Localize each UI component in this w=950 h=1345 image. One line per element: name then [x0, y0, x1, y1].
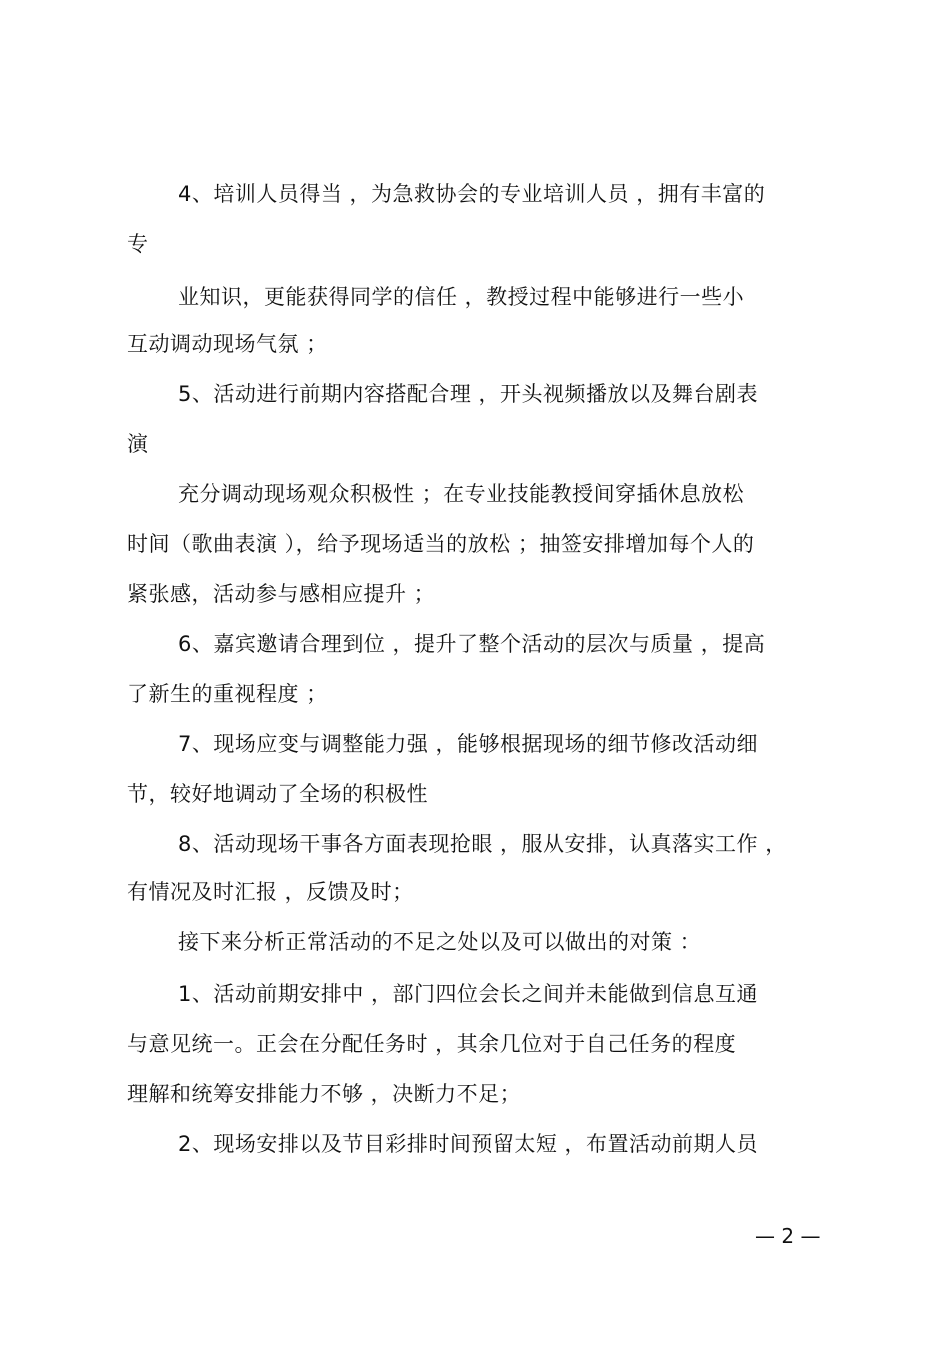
text-line: 专	[127, 232, 149, 256]
page-number: — 2 —	[755, 1224, 821, 1248]
text-line: 4、培训人员得当 ，为急救协会的专业培训人员 ，拥有丰富的	[178, 182, 766, 206]
text-line: 节，较好地调动了全场的积极性	[127, 782, 428, 806]
text-line: 接下来分析正常活动的不足之处以及可以做出的对策 ：	[178, 930, 702, 954]
text-line: 理解和统筹安排能力不够 ，决断力不足；	[127, 1082, 522, 1106]
text-line: 充分调动现场观众积极性 ；在专业技能教授间穿插休息放松	[178, 482, 745, 506]
text-line: 互动调动现场气氛 ；	[127, 332, 328, 356]
text-line: 时间（歌曲表演 ），给予现场适当的放松 ；抽签安排增加每个人的	[127, 532, 755, 556]
text-line: 6、嘉宾邀请合理到位 ，提升了整个活动的层次与质量 ，提高	[178, 632, 766, 656]
text-line: 2、现场安排以及节目彩排时间预留太短 ，布置活动前期人员	[178, 1132, 759, 1156]
text-line: 7、现场应变与调整能力强 ，能够根据现场的细节修改活动细	[178, 732, 759, 756]
text-line: 8、活动现场干事各方面表现抢眼 ，服从安排，认真落实工作 ，	[178, 832, 787, 856]
text-line: 紧张感，活动参与感相应提升 ；	[127, 582, 436, 606]
text-line: 有情况及时汇报 ，反馈及时；	[127, 880, 414, 904]
text-line: 演	[127, 432, 149, 456]
text-line: 业知识，更能获得同学的信任 ，教授过程中能够进行一些小	[178, 285, 745, 309]
text-line: 5、活动进行前期内容搭配合理 ，开头视频播放以及舞台剧表	[178, 382, 759, 406]
text-line: 1、活动前期安排中 ，部门四位会长之间并未能做到信息互通	[178, 982, 759, 1006]
text-line: 了新生的重视程度 ；	[127, 682, 328, 706]
text-line: 与意见统一。正会在分配任务时 ，其余几位对于自己任务的程度	[127, 1032, 737, 1056]
